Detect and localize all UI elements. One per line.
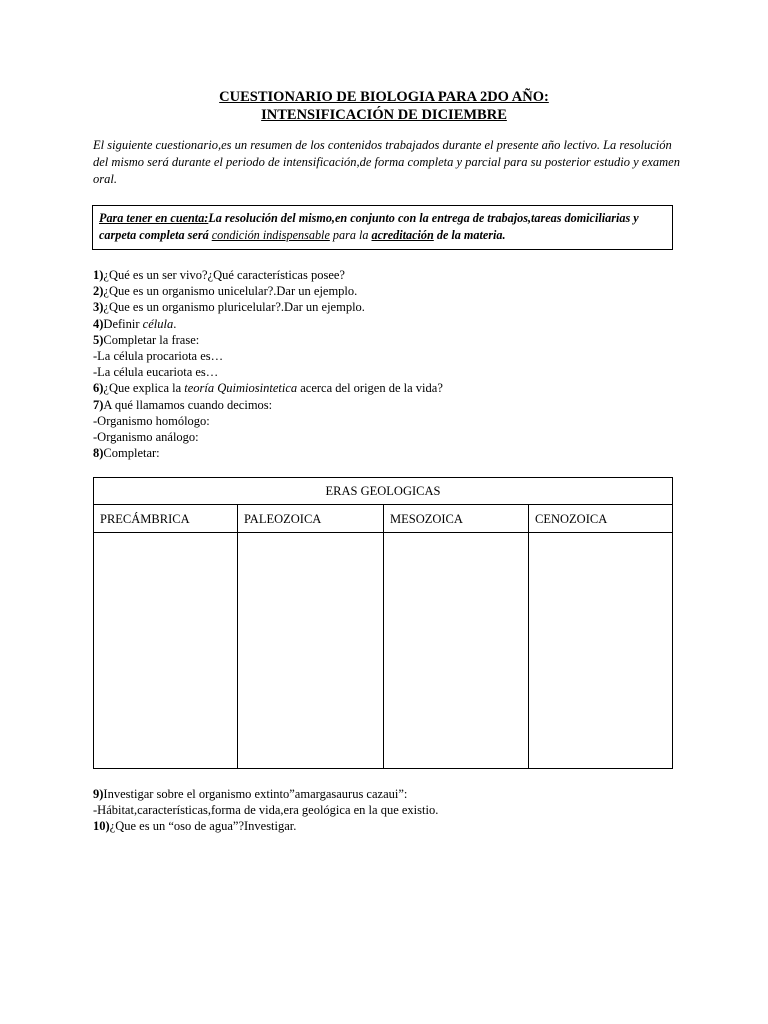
document-title-line2: INTENSIFICACIÓN DE DICIEMBRE: [261, 107, 507, 123]
question-text-tail: acerca del origen de la vida?: [297, 381, 443, 396]
question-text: -La célula procariota es…: [93, 349, 224, 364]
question-number: 9): [93, 787, 104, 801]
question-9-item: [93, 802, 693, 818]
question-text-tail: .: [173, 316, 177, 331]
question-number: 8): [93, 446, 104, 461]
question-9: [93, 786, 693, 802]
question-4: [93, 316, 693, 332]
era-column-precambrica: [94, 505, 238, 768]
question-text: ¿Que es un “oso de agua”?Investigar.: [109, 819, 297, 834]
question-number: 6): [93, 381, 104, 396]
question-5-item-a: [93, 348, 693, 364]
questions-list: [93, 267, 693, 461]
bottom-questions-list: [93, 786, 693, 835]
question-2: [93, 283, 693, 299]
intro-paragraph: El siguiente cuestionario,es un resumen de los contenidos trabajados durante el presente año lectivo. La resolución del mismo será durante el periodo de intensificación,de forma completa y parcial para su posterior estudio y examen oral.: [93, 138, 680, 186]
question-5: [93, 332, 693, 348]
notice-text-b: para la: [329, 228, 372, 242]
era-column-header: CENOZOICA: [529, 505, 672, 533]
question-text: ¿Que es un organismo unicelular?.Dar un ejemplo.: [103, 284, 358, 299]
question-italic-term: teoría Quimiosintetica: [184, 381, 298, 396]
question-8: [93, 445, 693, 461]
question-text: Completar la frase:: [103, 332, 200, 347]
notice-text-c: de la materia.: [433, 228, 506, 242]
document-title-line1: CUESTIONARIO DE BIOLOGIA PARA 2DO AÑO:: [219, 89, 549, 105]
question-1: [93, 267, 693, 283]
question-text: A qué llamamos cuando decimos:: [103, 397, 273, 412]
question-text: -Hábitat,características,forma de vida,era geológica en la que existio.: [93, 803, 439, 818]
question-text: Definir: [103, 316, 143, 331]
question-text: ¿Qué es un ser vivo?¿Qué características posee?: [103, 268, 345, 282]
question-number: 2): [93, 284, 104, 299]
eras-table: [93, 477, 673, 769]
question-text: Completar:: [103, 446, 160, 461]
question-6: [93, 380, 693, 396]
question-italic-term: célula: [142, 316, 174, 331]
question-number: 4): [93, 316, 104, 331]
era-column-header: MESOZOICA: [384, 505, 528, 533]
question-7-item-a: [93, 413, 693, 429]
eras-table-title: ERAS GEOLOGICAS: [94, 478, 672, 505]
notice-label: Para tener en cuenta:: [99, 211, 209, 225]
question-text: ¿Que explica la: [103, 381, 185, 396]
notice-text-a: La resolución del mismo,en conjunto con la entrega de trabajos,tareas domiciliarias y carpeta completa será: [99, 211, 639, 242]
era-column-header: PRECÁMBRICA: [94, 505, 237, 533]
question-text: -Organismo homólogo:: [93, 413, 210, 428]
question-text: Investigar sobre el organismo extinto”amargasaurus cazaui”:: [103, 787, 408, 801]
notice-box: [92, 205, 673, 250]
era-column-paleozoica: [238, 505, 384, 768]
question-text: ¿Que es un organismo pluricelular?.Dar un ejemplo.: [103, 300, 365, 315]
notice-emphasis-condition: condición indispensable: [211, 228, 330, 242]
question-number: 3): [93, 300, 104, 315]
question-number: 10): [93, 819, 110, 834]
notice-emphasis-accreditation: acreditación: [371, 228, 434, 242]
question-text: -Organismo análogo:: [93, 430, 199, 445]
question-7: [93, 397, 693, 413]
era-column-cenozoica: [529, 505, 672, 768]
question-text: -La célula eucariota es…: [93, 365, 219, 380]
question-7-item-b: [93, 429, 693, 445]
era-column-mesozoica: [384, 505, 529, 768]
question-5-item-b: [93, 364, 693, 380]
question-number: 1): [93, 268, 104, 282]
question-number: 5): [93, 332, 104, 347]
question-10: [93, 818, 693, 834]
era-column-header: PALEOZOICA: [238, 505, 383, 533]
question-3: [93, 299, 693, 315]
question-number: 7): [93, 397, 104, 412]
